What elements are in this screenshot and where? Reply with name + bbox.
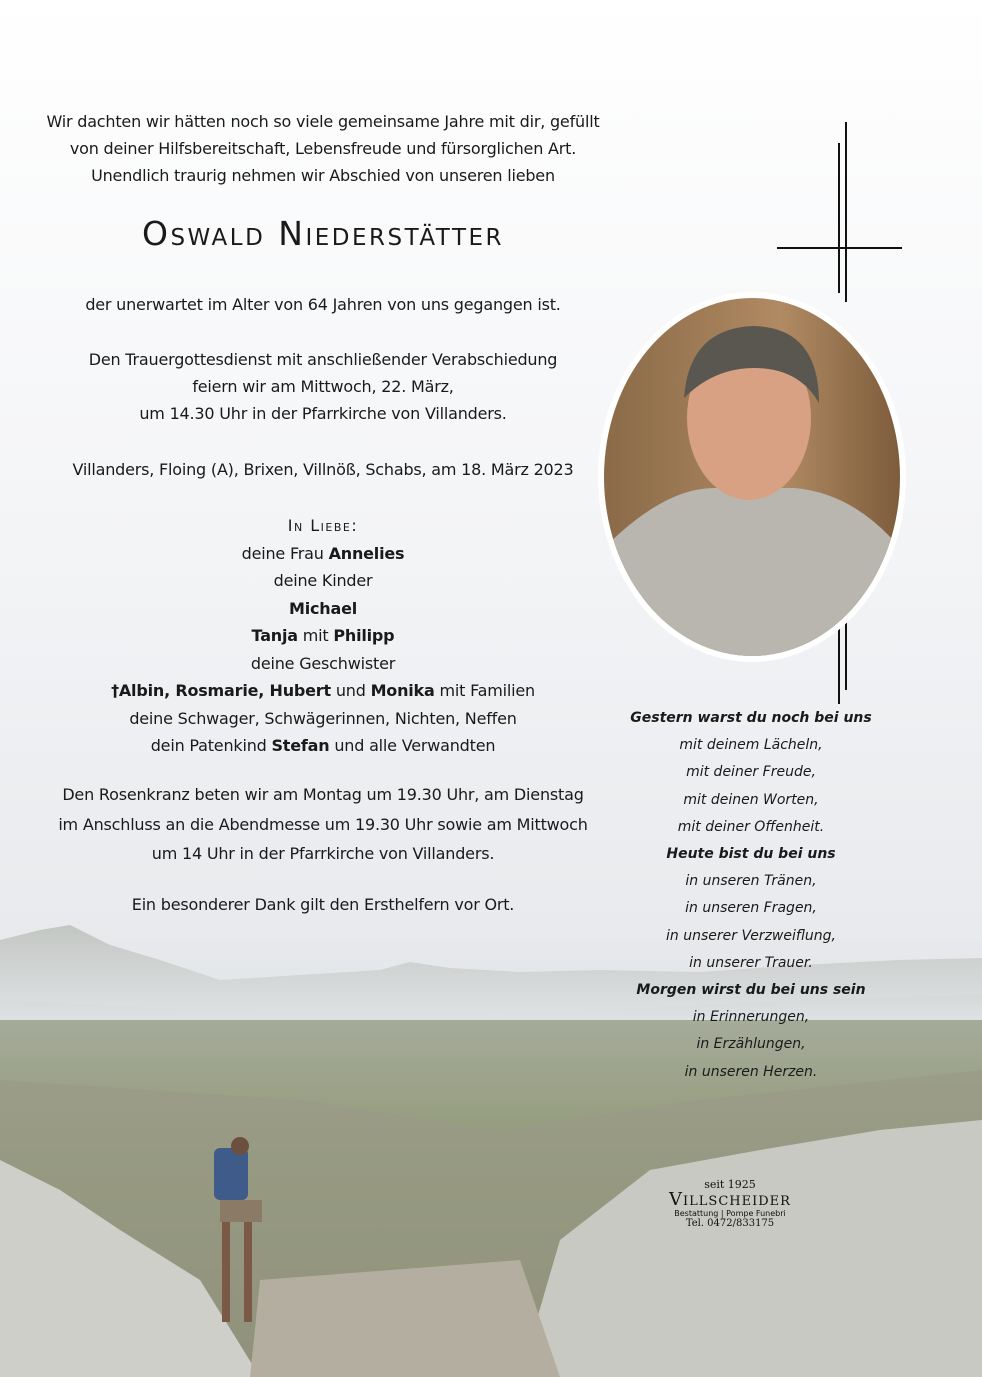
mourner-line <box>43 705 603 733</box>
thanks-line: Ein besonderer Dank gilt den Ersthelfern vor Ort. <box>131 895 515 914</box>
intro-line: von deiner Hilfsbereitschaft, Lebensfreude und fürsorglichen Art. <box>69 139 577 158</box>
age-line: der unerwartet im Alter von 64 Jahren von uns gegangen ist. <box>85 295 561 314</box>
bold-text: Morgen wirst du bei uns sein <box>636 982 866 999</box>
poem-line <box>611 950 891 977</box>
text: in Erzählungen, <box>696 1036 806 1053</box>
bold-text: Stefan <box>271 736 330 755</box>
poem-line <box>611 977 891 1004</box>
poem-line <box>611 841 891 868</box>
text: deine Frau <box>241 543 329 563</box>
service-line: feiern wir am Mittwoch, 22. März, <box>192 377 454 396</box>
service-text <box>43 346 603 427</box>
bold-text: Monika <box>370 681 435 700</box>
text: mit deiner Freude, <box>686 764 816 781</box>
text: und <box>330 681 371 700</box>
text: mit deinem Lächeln, <box>679 737 823 754</box>
text: mit deiner Offenheit. <box>677 818 825 835</box>
text: in unserer Verzweiflung, <box>666 927 836 944</box>
bold-text: †Albin, Rosmarie, Hubert <box>111 681 331 700</box>
poem-line <box>611 787 891 814</box>
poem-line <box>611 1059 891 1086</box>
mourner-line <box>43 595 603 623</box>
poem <box>611 705 891 1086</box>
poem-line <box>611 1031 891 1058</box>
intro-line: Wir dachten wir hätten noch so viele gemeinsame Jahre mit dir, gefüllt <box>46 112 600 131</box>
mourner-line <box>43 732 603 760</box>
text: in Erinnerungen, <box>692 1009 810 1026</box>
deceased-name: Oswald Niederstätter <box>141 214 505 253</box>
in-liebe-heading: In Liebe: <box>287 516 359 535</box>
rosary-line: Den Rosenkranz beten wir am Montag um 19.30 Uhr, am Dienstag <box>62 785 584 804</box>
text: in unseren Fragen, <box>685 900 817 917</box>
text: in unseren Herzen. <box>684 1063 818 1080</box>
text: und alle Verwandten <box>329 736 496 755</box>
mourner-line <box>43 677 603 705</box>
poem-line <box>611 732 891 759</box>
poem-line <box>611 705 891 732</box>
text: deine Geschwister <box>250 653 396 673</box>
text: in unseren Tränen, <box>685 873 817 890</box>
intro-line: Unendlich traurig nehmen wir Abschied von unseren lieben <box>91 166 555 185</box>
poem-line <box>611 895 891 922</box>
bold-text: Tanja <box>251 626 298 645</box>
bold-text: Philipp <box>333 626 395 645</box>
logo-tagline: Bestattung | Pompe Funebri <box>674 1209 786 1218</box>
bold-text: Heute bist du bei uns <box>666 846 836 863</box>
bold-text: Michael <box>288 598 357 618</box>
text: mit Familien <box>434 681 535 700</box>
poem-line <box>611 868 891 895</box>
text: deine Schwager, Schwägerinnen, Nichten, Neffen <box>129 708 517 728</box>
intro-text <box>43 108 603 189</box>
text: in unserer Trauer. <box>689 954 813 971</box>
mourner-line <box>43 567 603 595</box>
mourner-line <box>43 650 603 678</box>
bold-text: Gestern warst du noch bei uns <box>630 710 872 726</box>
text: dein Patenkind <box>150 736 272 755</box>
rosary-line: um 14 Uhr in der Pfarrkirche von Villanders. <box>151 844 495 863</box>
logo-phone: Tel. 0472/833175 <box>685 1218 775 1229</box>
text: mit <box>297 626 334 645</box>
logo-name: Villscheider <box>669 1189 791 1210</box>
mourner-line <box>43 622 603 650</box>
poem-line <box>611 759 891 786</box>
text: mit deinen Worten, <box>683 791 819 808</box>
rosary-text <box>43 780 603 869</box>
bold-text: Annelies <box>328 543 405 563</box>
mourner-line <box>43 540 603 568</box>
poem-line <box>611 1004 891 1031</box>
mourners-block <box>43 512 603 760</box>
service-line: Den Trauergottesdienst mit anschließender Verabschiedung <box>88 350 558 369</box>
rosary-line: im Anschluss an die Abendmesse um 19.30 Uhr sowie am Mittwoch <box>58 814 588 834</box>
poem-line <box>611 814 891 841</box>
mourners-list <box>43 540 603 760</box>
place-date: Villanders, Floing (A), Brixen, Villnöß, Schabs, am 18. März 2023 <box>72 460 574 479</box>
funeral-home-logo <box>640 1178 820 1229</box>
portrait-photo <box>598 292 906 662</box>
text: deine Kinder <box>273 571 373 590</box>
service-line: um 14.30 Uhr in der Pfarrkirche von Villanders. <box>139 404 507 423</box>
logo-since: seit 1925 <box>704 1178 756 1191</box>
poem-line <box>611 923 891 950</box>
